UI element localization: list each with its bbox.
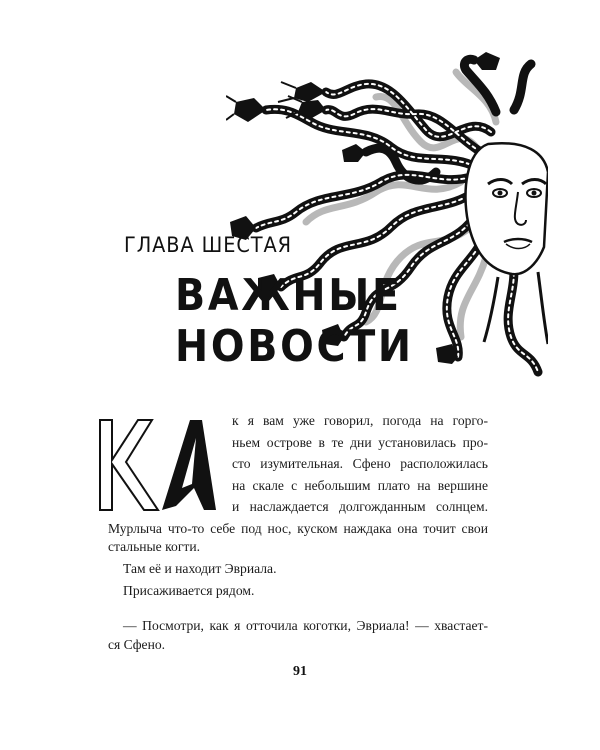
text-line-5: и наслаждается долгожданным солнцем.: [232, 499, 488, 514]
text-line-2: ньем острове в те дни установилась про-: [232, 435, 488, 450]
text-line-4: на скале с небольшим плато на вершине: [232, 478, 488, 493]
text-line-1: к я вам уже говорил, погода на горго-: [232, 413, 488, 428]
text-line-6: Мурлыча что-то себе под нос, куском наждака она точит свои: [108, 521, 488, 536]
chapter-title-line-1: ВАЖНЫЕ: [175, 270, 402, 321]
paragraph-4-line-1: — Посмотри, как я отточила коготки, Эвриала! — хвастает-: [123, 618, 488, 633]
drop-cap: [98, 418, 216, 512]
paragraph-2: Там её и находит Эвриала.: [123, 561, 277, 576]
chapter-label: ГЛАВА ШЕСТАЯ: [124, 233, 292, 257]
paragraph-4-line-2: ся Сфено.: [108, 637, 166, 652]
text-line-7: стальные когти.: [108, 539, 201, 554]
page-number: 91: [293, 664, 307, 679]
paragraph-3: Присаживается рядом.: [123, 583, 255, 598]
chapter-title-line-2: НОВОСТИ: [175, 321, 414, 372]
text-line-3: сто изумительная. Сфено расположилась: [232, 456, 488, 471]
